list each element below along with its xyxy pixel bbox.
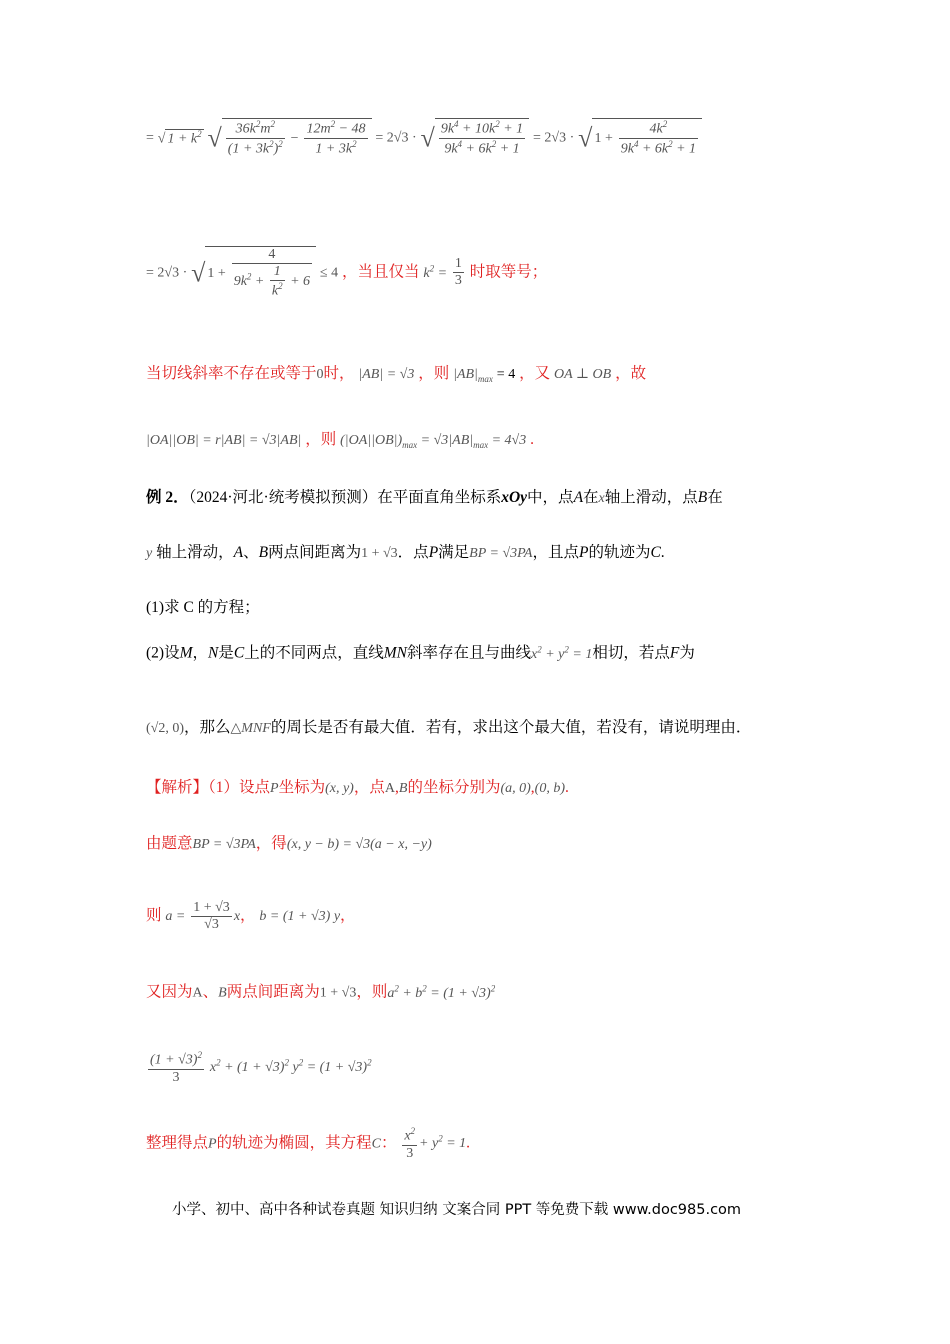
solution-line-1: 【解析】（1）设点P坐标为(x, y)，点A,B的坐标分别为(a, 0),(0, b). [146,779,569,796]
text-line-4: |OA||OB| = r|AB| = √3|AB| ，则 $(|OA||OB|)_{max} = √3|AB|_{max} = 4√3$ . [146,431,534,450]
solution-line-2: 由题意BP = √3PA，得(x, y − b) = √3(a − x, −y) [146,835,432,852]
equation-line-1: = √ $1 + k^2$ √ $\frac{36k^2m^2}{(1 + 3k^2)^2}$ − $\frac{12m^2 - 48}{1 + 3k^2}$ = 2√3 · √ $\frac{9k^4 + 10k^2 + 1}{9k^4 + 6k^2 + 1}$ = 2√3 · √ 1 + $\frac{4k^2}{9k^4 + 6k^2 + 1}$ [146,118,702,158]
question-2-line-2: (√2, 0)，那么△MNF的周长是否有最大值．若有，求出这个最大值，若没有，请说明理由． [146,719,752,736]
solution-line-5: $\frac{(1 + √3)^2}{3}$ $x^2 + (1 + √3)^2$ $y^2 = (1 + √3)^2$ [150,1050,372,1085]
text-line-3: 当切线斜率不存在或等于0时， |AB| = √3 ，则 $|AB|_{max} = 4$ ，又 OA ⊥ OB ，故 [146,365,647,384]
question-1: (1)求 C 的方程； [146,599,260,616]
equation-line-2: = 2√3 · √ 1 + 4 $9k^2$ + $\frac{1}{k^2}$ + 6 ≤ 4 ，当且仅当 $k^2$ = $\frac{1}{3}$ 时取等号； [146,247,548,299]
solution-line-3: 则 a = $\frac{1 + √3}{√3}$ x， b = (1 + √3) y， [146,900,356,933]
solution-line-6: 整理得点P的轨迹为椭圆，其方程C： $\frac{x^2}{3}$ + $y^2 = 1$. [146,1126,471,1161]
question-2-line-1: (2)设M，N是C上的不同两点，直线MN斜率存在且与曲线$x^2 + y^2 = 1$相切，若点F为 [146,644,695,662]
solution-line-4: 又因为A、B两点间距离为1 + √3，则$a^2 + b^2 = (1 + √3)^2$ [146,983,496,1001]
condition-text-a: ，当且仅当 [341,263,420,281]
condition-text-b: 时取等号； [469,263,548,281]
page-footer: 小学、初中、高中各种试卷真题 知识归纳 文案合同 PPT 等免费下载 www.doc985.com [172,1202,742,1218]
example-2-line-2: y 轴上滑动，A、B两点间距离为1 + √3．点P满足BP = √3PA，且点P的轨迹为C. [146,544,665,561]
example-2-line-1: 例 2．（2024·河北·统考模拟预测）在平面直角坐标系xOy中，点A在x轴上滑动，点B在 [146,489,723,506]
